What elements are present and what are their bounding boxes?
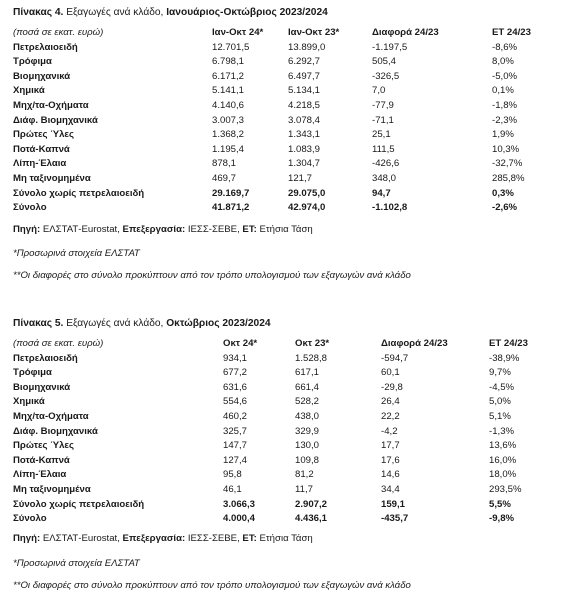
cell: -4,5% [489, 381, 515, 393]
source-value: ΕΛΣΤΑΤ-Eurostat, [40, 533, 123, 544]
row-label: Τρόφιμα [13, 367, 52, 379]
row-label: Μη ταξινομημένα [13, 172, 91, 184]
cell: 25,1 [372, 129, 391, 141]
table4-title-text: Εξαγωγές ανά κλάδο, [63, 7, 167, 18]
table4-header-col4: ΕΤ 24/23 [492, 27, 531, 38]
cell: 5,0% [489, 396, 511, 408]
cell: 1.528,8 [295, 352, 328, 364]
cell: 109,8 [295, 454, 320, 466]
cell: 111,5 [372, 143, 395, 155]
et-value: Ετήσια Τάση [256, 533, 313, 544]
cell: 4.436,1 [295, 513, 328, 525]
table-row [13, 352, 549, 367]
table4-source [13, 224, 313, 235]
table-row [13, 410, 549, 425]
cell: 11,7 [295, 483, 313, 495]
cell: 348,0 [372, 172, 397, 184]
cell: 1.368,2 [212, 129, 245, 141]
cell: 17,7 [381, 440, 400, 452]
row-label: Σύνολο [13, 513, 47, 525]
cell: 1,9% [492, 129, 514, 141]
cell: 22,2 [381, 410, 400, 422]
row-label: Χημικά [13, 85, 45, 97]
table-row [13, 84, 552, 99]
table-row [13, 99, 552, 114]
cell: 329,9 [295, 425, 320, 437]
cell: 285,8% [492, 172, 525, 184]
table5-source [13, 533, 313, 544]
cell: 18,0% [489, 469, 517, 481]
cell: 26,4 [381, 396, 400, 408]
cell: 29.075,0 [288, 187, 326, 199]
cell: 469,7 [212, 172, 237, 184]
cell: 16,0% [489, 454, 517, 466]
table5-note-provisional: *Προσωρινά στοιχεία ΕΛΣΤΑΤ [13, 558, 140, 569]
cell: -594,7 [381, 352, 409, 364]
table4-header-col3: Διαφορά 24/23 [372, 27, 439, 38]
total-row [13, 512, 549, 527]
table4-header-col1: Ιαν-Οκτ 24* [212, 27, 264, 38]
row-label: Σύνολο [13, 202, 47, 214]
cell: 1.195,4 [212, 143, 245, 155]
cell: 3.078,4 [288, 114, 321, 126]
row-label: Λίπη-Έλαια [13, 158, 67, 170]
table5-header-col4: ΕΤ 24/23 [489, 338, 528, 349]
table5-header-col2: Οκτ 23* [295, 338, 330, 349]
cell: 617,1 [295, 367, 320, 379]
table-row [13, 70, 552, 85]
table5-title [13, 318, 271, 329]
cell: -9,8% [489, 513, 515, 525]
table4-header-col2: Ιαν-Οκτ 23* [288, 27, 340, 38]
table-row [13, 55, 552, 70]
cell: 2.907,2 [295, 498, 328, 510]
cell: 4.000,4 [223, 513, 256, 525]
row-label: Διάφ. Βιομηχανικά [13, 114, 98, 126]
row-label: Μη ταξινομημένα [13, 483, 91, 495]
cell: 5,5% [489, 498, 511, 510]
row-label: Σύνολο χωρίς πετρελαιοειδή [13, 187, 145, 199]
table-row [13, 172, 552, 187]
cell: 95,8 [223, 469, 242, 481]
processing-label: Επεξεργασία: [122, 533, 186, 544]
row-label: Πετρελαιοειδή [13, 352, 78, 364]
cell: 42.974,0 [288, 202, 326, 214]
cell: 528,2 [295, 396, 320, 408]
cell: 147,7 [223, 440, 248, 452]
cell: 6.171,2 [212, 70, 245, 82]
cell: -38,9% [489, 352, 520, 364]
cell: 17,6 [381, 454, 400, 466]
table-row [13, 454, 549, 469]
table4-header-row [13, 26, 552, 41]
processing-value: ΙΕΣΣ-ΣΕΒΕ, [185, 533, 243, 544]
total-row [13, 201, 552, 216]
table5-title-period: Οκτώβριος 2023/2024 [166, 318, 271, 329]
cell: 505,4 [372, 56, 397, 68]
table5-note-differences: **Οι διαφορές στο σύνολο προκύπτουν από τον τρόπο υπολογισμού των εξαγωγών ανά κλάδο [13, 580, 411, 591]
table-row [13, 395, 549, 410]
cell: -326,5 [372, 70, 400, 82]
et-label: ΕΤ: [242, 224, 257, 235]
cell: 3.066,3 [223, 498, 256, 510]
table4-title-period: Ιανουάριος-Οκτώβριος 2023/2024 [166, 7, 328, 18]
table-row [13, 41, 552, 56]
cell: 4.140,6 [212, 99, 245, 111]
cell: -1.102,8 [372, 202, 408, 214]
cell: 94,7 [372, 187, 391, 199]
row-label: Τρόφιμα [13, 56, 52, 68]
cell: -29,8 [381, 381, 403, 393]
cell: -71,1 [372, 114, 394, 126]
cell: 12.701,5 [212, 41, 250, 53]
table5 [13, 337, 549, 527]
cell: 29.169,7 [212, 187, 250, 199]
table-row [13, 381, 549, 396]
cell: 5.141,1 [212, 85, 245, 97]
cell: 6.798,1 [212, 56, 245, 68]
cell: 0,3% [492, 187, 514, 199]
row-label: Ποτά-Καπνά [13, 143, 70, 155]
cell: 41.871,2 [212, 202, 250, 214]
table4-note-differences: **Οι διαφορές στο σύνολο προκύπτουν από τον τρόπο υπολογισμού των εξαγωγών ανά κλάδο [13, 270, 411, 281]
cell: 5,1% [489, 410, 511, 422]
cell: 878,1 [212, 158, 237, 170]
cell: 554,6 [223, 396, 248, 408]
cell: 4.218,5 [288, 99, 321, 111]
source-label: Πηγή: [13, 224, 41, 235]
cell: 9,7% [489, 367, 511, 379]
row-label: Μηχ/τα-Οχήματα [13, 99, 89, 111]
row-label: Πετρελαιοειδή [13, 41, 78, 53]
row-label: Λίπη-Έλαια [13, 469, 67, 481]
row-label: Βιομηχανικά [13, 70, 71, 82]
row-label: Πρώτες Ύλες [13, 440, 74, 452]
source-value: ΕΛΣΤΑΤ-Eurostat, [40, 224, 123, 235]
processing-value: ΙΕΣΣ-ΣΕΒΕ, [185, 224, 243, 235]
table4 [13, 26, 552, 216]
table5-title-prefix: Πίνακας 5. [13, 318, 64, 329]
cell: 8,0% [492, 56, 514, 68]
row-label: Ποτά-Καπνά [13, 454, 70, 466]
row-label: Διάφ. Βιομηχανικά [13, 425, 98, 437]
cell: 6.497,7 [288, 70, 321, 82]
table-row [13, 143, 552, 158]
cell: -8,6% [492, 41, 518, 53]
cell: -435,7 [381, 513, 409, 525]
row-label: Μηχ/τα-Οχήματα [13, 410, 89, 422]
table-row [13, 366, 549, 381]
table-row [13, 128, 552, 143]
row-label: Πρώτες Ύλες [13, 129, 74, 141]
cell: 46,1 [223, 483, 242, 495]
cell: 10,3% [492, 143, 520, 155]
cell: -4,2 [381, 425, 398, 437]
cell: -1,3% [489, 425, 515, 437]
cell: 1.304,7 [288, 158, 321, 170]
et-value: Ετήσια Τάση [256, 224, 313, 235]
row-label: Σύνολο χωρίς πετρελαιοειδή [13, 498, 145, 510]
table-row [13, 439, 549, 454]
cell: 3.007,3 [212, 114, 245, 126]
cell: 127,4 [223, 454, 248, 466]
processing-label: Επεξεργασία: [122, 224, 186, 235]
et-label: ΕΤ: [242, 533, 257, 544]
cell: 60,1 [381, 367, 400, 379]
table4-title-prefix: Πίνακας 4. [13, 7, 64, 18]
table5-header-col1: Οκτ 24* [223, 338, 258, 349]
cell: -2,3% [492, 114, 518, 126]
cell: 325,7 [223, 425, 248, 437]
cell: -32,7% [492, 158, 523, 170]
cell: 1.083,9 [288, 143, 321, 155]
row-label: Βιομηχανικά [13, 381, 71, 393]
cell: 34,4 [381, 483, 400, 495]
cell: -426,6 [372, 158, 400, 170]
cell: 13.899,0 [288, 41, 326, 53]
total-row [13, 498, 549, 513]
table4-note-provisional: *Προσωρινά στοιχεία ΕΛΣΤΑΤ [13, 248, 140, 259]
cell: -1.197,5 [372, 41, 408, 53]
cell: 661,4 [295, 381, 320, 393]
cell: 1.343,1 [288, 129, 321, 141]
cell: -2,6% [492, 202, 518, 214]
table-row [13, 425, 549, 440]
cell: 460,2 [223, 410, 248, 422]
cell: 5.134,1 [288, 85, 321, 97]
table-row [13, 468, 549, 483]
table-row [13, 483, 549, 498]
cell: 0,1% [492, 85, 514, 97]
source-label: Πηγή: [13, 533, 41, 544]
row-label: Χημικά [13, 396, 45, 408]
cell: 293,5% [489, 483, 522, 495]
cell: -77,9 [372, 99, 394, 111]
cell: -1,8% [492, 99, 518, 111]
cell: 438,0 [295, 410, 320, 422]
cell: 130,0 [295, 440, 320, 452]
table5-header-unit: (ποσά σε εκατ. ευρώ) [13, 338, 104, 349]
table5-header-row [13, 337, 549, 352]
table4-title [13, 7, 328, 18]
cell: 934,1 [223, 352, 248, 364]
table-row [13, 157, 552, 172]
cell: 14,6 [381, 469, 400, 481]
cell: 121,7 [288, 172, 313, 184]
cell: 13,6% [489, 440, 517, 452]
cell: 159,1 [381, 498, 406, 510]
cell: -5,0% [492, 70, 518, 82]
table5-title-text: Εξαγωγές ανά κλάδο, [63, 318, 167, 329]
cell: 631,6 [223, 381, 248, 393]
table-row [13, 114, 552, 129]
total-row [13, 187, 552, 202]
cell: 81,2 [295, 469, 314, 481]
table4-header-unit: (ποσά σε εκατ. ευρώ) [13, 27, 104, 38]
cell: 6.292,7 [288, 56, 321, 68]
cell: 677,2 [223, 367, 248, 379]
cell: 7,0 [372, 85, 386, 97]
table5-header-col3: Διαφορά 24/23 [381, 338, 448, 349]
